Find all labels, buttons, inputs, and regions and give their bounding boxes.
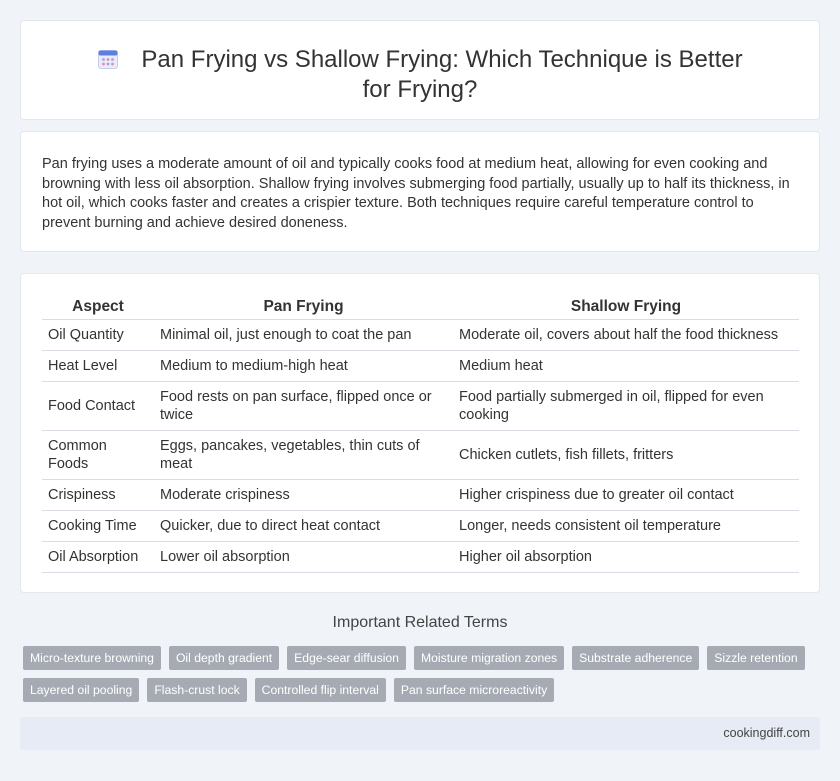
aspect-cell: Oil Absorption (42, 541, 154, 572)
table-row (42, 479, 799, 510)
table-row (42, 319, 799, 350)
shallow-frying-cell: Moderate oil, covers about half the food thickness (453, 319, 799, 350)
table-row (42, 541, 799, 572)
aspect-cell: Food Contact (42, 381, 154, 430)
shallow-frying-cell: Longer, needs consistent oil temperature (453, 510, 799, 541)
pan-frying-cell: Eggs, pancakes, vegetables, thin cuts of meat (154, 430, 453, 479)
pan-frying-cell: Moderate crispiness (154, 479, 453, 510)
tag-micro-texture-browning[interactable]: Micro-texture browning (23, 646, 161, 670)
tag-moisture-migration-zones[interactable]: Moisture migration zones (414, 646, 564, 670)
intro-paragraph: Pan frying uses a moderate amount of oil and typically cooks food at medium heat, allowing for even cooking and browning with less oil absorption. Shallow frying involves submerging food partially, usually up to half its thickness, in hot oil, which cooks faster and creates a crispier texture. Both techniques require careful temperature control to prevent burning and achieve desired doneness. (42, 156, 790, 231)
shallow-frying-cell: Higher crispiness due to greater oil contact (453, 479, 799, 510)
tag-substrate-adherence[interactable]: Substrate adherence (572, 646, 699, 670)
footer (20, 717, 820, 750)
comparison-table (42, 296, 799, 573)
header-shallow-frying: Shallow Frying (453, 296, 799, 319)
tag-edge-sear-diffusion[interactable]: Edge-sear diffusion (287, 646, 406, 670)
shallow-frying-cell: Medium heat (453, 350, 799, 381)
tag-controlled-flip-interval[interactable]: Controlled flip interval (255, 678, 386, 702)
header-aspect: Aspect (42, 296, 154, 319)
tag-row (23, 678, 813, 702)
pan-frying-cell: Medium to medium-high heat (154, 350, 453, 381)
shallow-frying-cell: Higher oil absorption (453, 541, 799, 572)
tag-layered-oil-pooling[interactable]: Layered oil pooling (23, 678, 139, 702)
header-pan-frying: Pan Frying (154, 296, 453, 319)
pan-frying-cell: Lower oil absorption (154, 541, 453, 572)
aspect-cell: Cooking Time (42, 510, 154, 541)
shallow-frying-cell: Food partially submerged in oil, flipped for even cooking (453, 381, 799, 430)
aspect-cell: Crispiness (42, 479, 154, 510)
aspect-cell: Heat Level (42, 350, 154, 381)
tag-row (23, 646, 813, 670)
related-terms-heading: Important Related Terms (332, 614, 508, 631)
pan-frying-cell: Food rests on pan surface, flipped once or twice (154, 381, 453, 430)
calendar-icon (97, 48, 119, 70)
comparison-card (20, 273, 820, 593)
tag-sizzle-retention[interactable]: Sizzle retention (707, 646, 804, 670)
related-terms-list (23, 646, 813, 710)
table-row (42, 381, 799, 430)
tag-flash-crust-lock[interactable]: Flash-crust lock (147, 678, 246, 702)
tag-pan-surface-microreactivity[interactable]: Pan surface microreactivity (394, 678, 554, 702)
pan-frying-cell: Minimal oil, just enough to coat the pan (154, 319, 453, 350)
aspect-cell: Oil Quantity (42, 319, 154, 350)
table-row (42, 430, 799, 479)
table-row (42, 510, 799, 541)
footer-site-link[interactable]: cookingdiff.com (723, 726, 810, 740)
shallow-frying-cell: Chicken cutlets, fish fillets, fritters (453, 430, 799, 479)
table-row (42, 350, 799, 381)
aspect-cell: Common Foods (42, 430, 154, 479)
page-title (21, 45, 819, 105)
page-title-text: Pan Frying vs Shallow Frying: Which Technique is Better for Frying? (141, 46, 743, 103)
pan-frying-cell: Quicker, due to direct heat contact (154, 510, 453, 541)
intro-card (20, 131, 820, 252)
title-card (20, 20, 820, 120)
tag-oil-depth-gradient[interactable]: Oil depth gradient (169, 646, 279, 670)
table-header-row (42, 296, 799, 319)
